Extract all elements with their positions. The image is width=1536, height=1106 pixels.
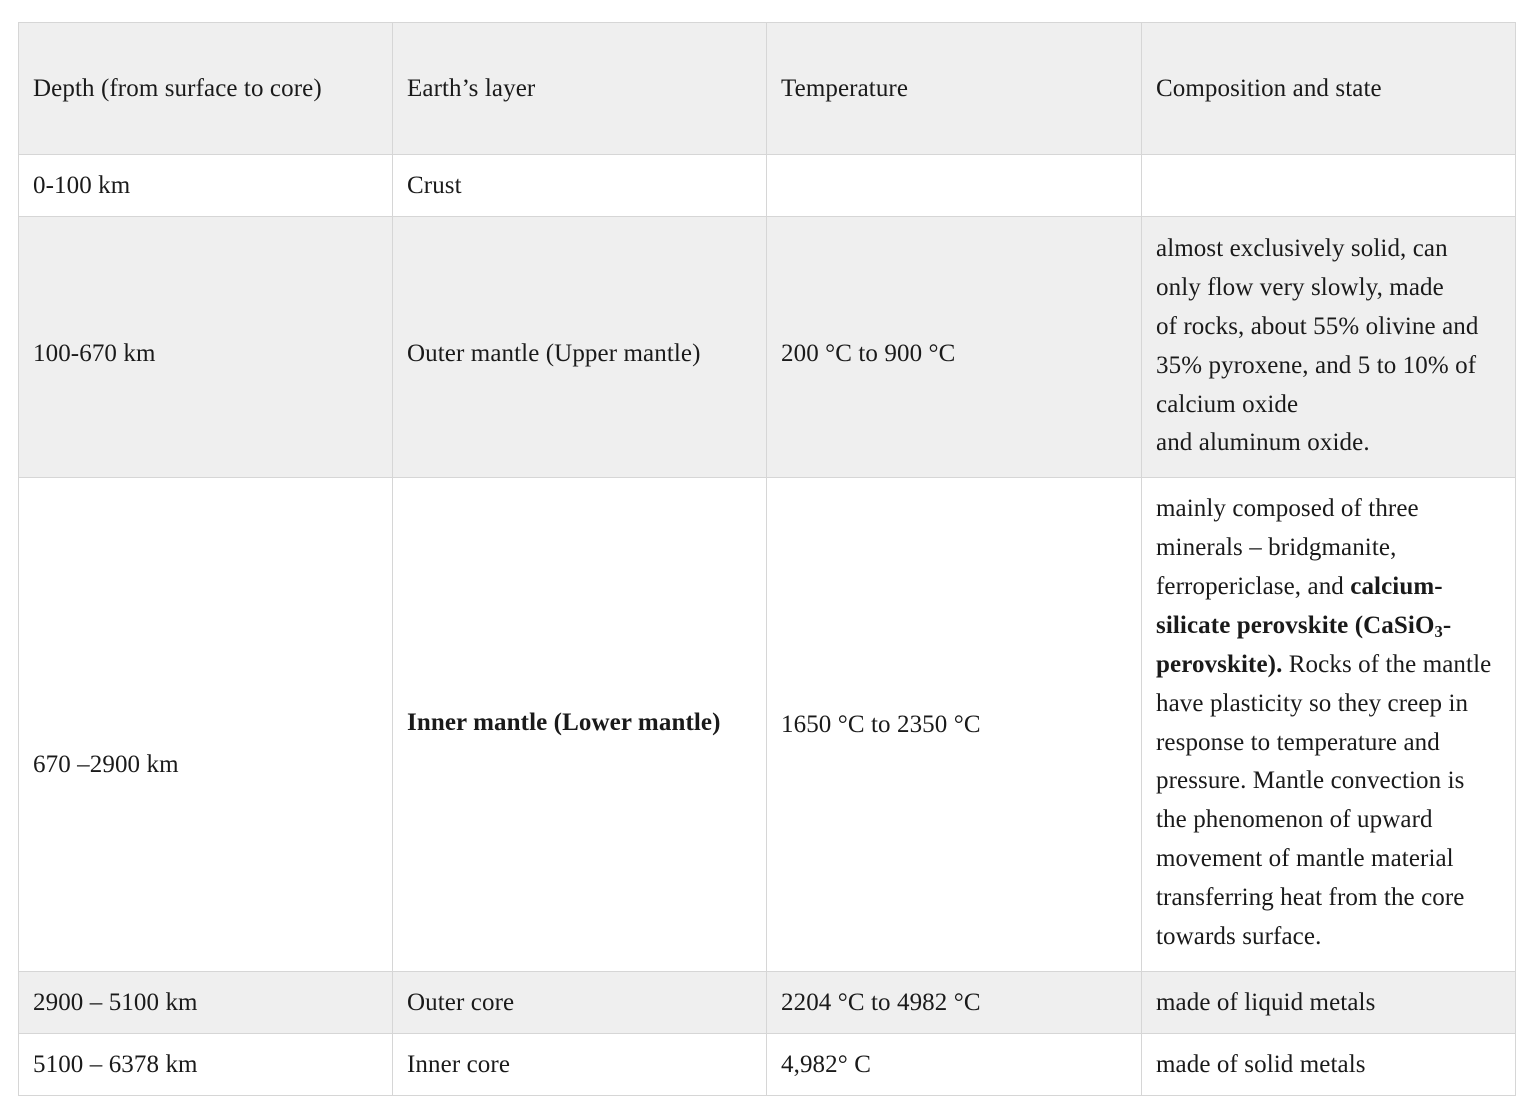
temperature-value	[767, 155, 1141, 177]
table-row	[19, 217, 1516, 478]
column-header-composition-label: Composition and state	[1156, 75, 1382, 102]
composition-bold-end: -perovskite).	[1156, 611, 1452, 678]
composition-line: of rocks, about 55% olivine and	[1156, 312, 1479, 340]
composition-value: made of liquid metals	[1156, 988, 1376, 1016]
table-row	[19, 155, 1516, 217]
layer-value: Inner mantle (Lower mantle)	[407, 709, 721, 737]
depth-value: 670 –2900 km	[33, 751, 179, 779]
cell-depth	[19, 1033, 393, 1095]
cell-composition	[1142, 478, 1516, 972]
cell-depth	[19, 217, 393, 478]
composition-line: 35% pyroxene, and 5 to 10% of	[1156, 351, 1477, 379]
composition-line: almost exclusively solid, can	[1156, 235, 1448, 262]
subscript-3: 3	[1434, 622, 1443, 642]
composition-value	[1142, 155, 1515, 177]
table-row	[19, 478, 1516, 972]
cell-layer	[393, 217, 767, 478]
depth-value: 2900 – 5100 km	[33, 988, 198, 1016]
layer-value: Crust	[407, 172, 462, 199]
column-header-depth-label: Depth (from surface to core)	[33, 75, 322, 102]
column-header-layer-label: Earth’s layer	[407, 75, 536, 102]
cell-depth	[19, 971, 393, 1033]
layer-value: Outer core	[407, 988, 515, 1016]
cell-layer	[393, 155, 767, 217]
cell-temperature	[767, 971, 1142, 1033]
cell-layer	[393, 971, 767, 1033]
cell-composition	[1142, 1033, 1516, 1095]
composition-value: made of solid metals	[1156, 1050, 1366, 1078]
earth-layers-table	[18, 22, 1516, 1096]
column-header-layer	[393, 23, 767, 155]
cell-depth	[19, 155, 393, 217]
composition-text-tail: Rocks of the mantle have plasticity so they creep in response to temperature and pressure. Mantle convection is the phenomenon of upward movement of mantle material transferring heat from the core towards surface.	[1156, 650, 1492, 950]
depth-value: 100-670 km	[33, 340, 156, 367]
composition-line: and aluminum oxide.	[1156, 429, 1370, 457]
cell-temperature	[767, 1033, 1142, 1095]
table-row	[19, 971, 1516, 1033]
layer-value: Inner core	[407, 1050, 511, 1078]
column-header-temperature-label: Temperature	[781, 75, 909, 102]
column-header-depth	[19, 23, 393, 155]
composition-line: calcium oxide	[1156, 390, 1299, 418]
composition-line: only flow very slowly, made	[1156, 273, 1444, 301]
cell-composition	[1142, 217, 1516, 478]
cell-temperature	[767, 155, 1142, 217]
cell-temperature	[767, 217, 1142, 478]
depth-value: 0-100 km	[33, 172, 131, 199]
composition-value	[1142, 217, 1515, 477]
column-header-composition	[1142, 23, 1516, 155]
composition-value	[1142, 478, 1515, 971]
depth-value: 5100 – 6378 km	[33, 1050, 198, 1078]
layer-value: Outer mantle (Upper mantle)	[407, 340, 701, 367]
composition-text-plain: mainly composed of three minerals – bridgmanite, ferropericlase, and	[1156, 495, 1419, 600]
temperature-value: 2204 °C to 4982 °C	[781, 988, 981, 1016]
table-row	[19, 1033, 1516, 1095]
table-header-row	[19, 23, 1516, 155]
composition-bold-start: calcium-silicate perovskite (CaSiO	[1156, 573, 1443, 639]
temperature-value: 200 °C to 900 °C	[781, 340, 956, 367]
cell-layer	[393, 1033, 767, 1095]
cell-composition	[1142, 971, 1516, 1033]
cell-depth	[19, 478, 393, 972]
temperature-value: 1650 °C to 2350 °C	[781, 711, 981, 739]
temperature-value: 4,982° C	[781, 1050, 871, 1078]
cell-temperature	[767, 478, 1142, 972]
cell-layer	[393, 478, 767, 972]
column-header-temperature	[767, 23, 1142, 155]
cell-composition	[1142, 155, 1516, 217]
